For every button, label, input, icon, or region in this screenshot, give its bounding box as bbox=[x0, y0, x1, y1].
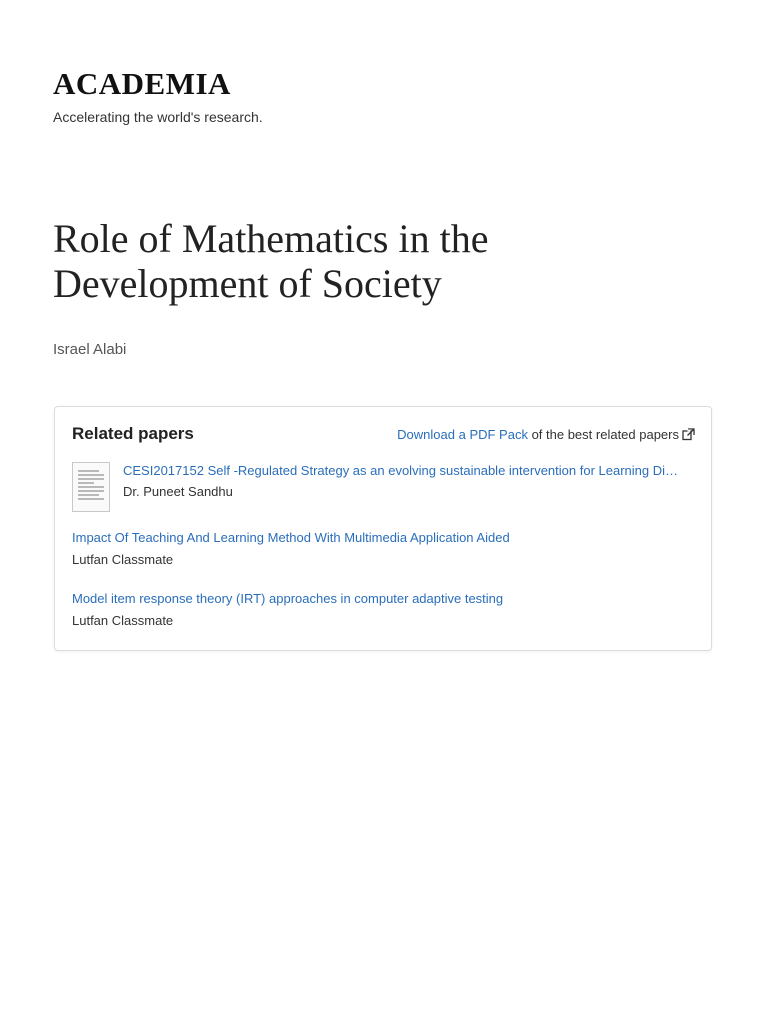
related-paper-item bbox=[72, 590, 695, 630]
related-papers-card bbox=[54, 406, 712, 651]
brand-header bbox=[53, 66, 263, 126]
related-papers-header bbox=[72, 423, 695, 447]
paper-author: Israel Alabi bbox=[53, 341, 127, 358]
related-paper-author: Dr. Puneet Sandhu bbox=[123, 484, 233, 499]
paper-title: Role of Mathematics in the Development of Society bbox=[53, 216, 489, 306]
related-papers-heading: Related papers bbox=[72, 424, 194, 443]
download-pdf-pack-link[interactable]: Download a PDF Pack bbox=[397, 427, 528, 442]
external-link-icon[interactable] bbox=[682, 428, 695, 446]
related-paper-author: Lutfan Classmate bbox=[72, 613, 174, 628]
brand-tagline: Accelerating the world's research. bbox=[53, 109, 263, 125]
related-paper-item bbox=[72, 529, 695, 569]
academia-logo[interactable]: ACADEMIA bbox=[53, 66, 231, 101]
related-paper-author: Lutfan Classmate bbox=[72, 552, 174, 567]
related-paper-title-link[interactable]: CESI2017152 Self -Regulated Strategy as an evolving sustainable intervention for Learning Di… bbox=[123, 463, 679, 478]
related-paper-title-link[interactable]: Model item response theory (IRT) approaches in computer adaptive testing bbox=[72, 591, 504, 606]
download-pdf-pack-suffix: of the best related papers bbox=[527, 427, 679, 442]
download-pdf-pack bbox=[397, 426, 695, 446]
related-paper-title-link[interactable]: Impact Of Teaching And Learning Method With Multimedia Application Aided bbox=[72, 530, 510, 545]
document-thumbnail-icon[interactable] bbox=[72, 462, 110, 512]
